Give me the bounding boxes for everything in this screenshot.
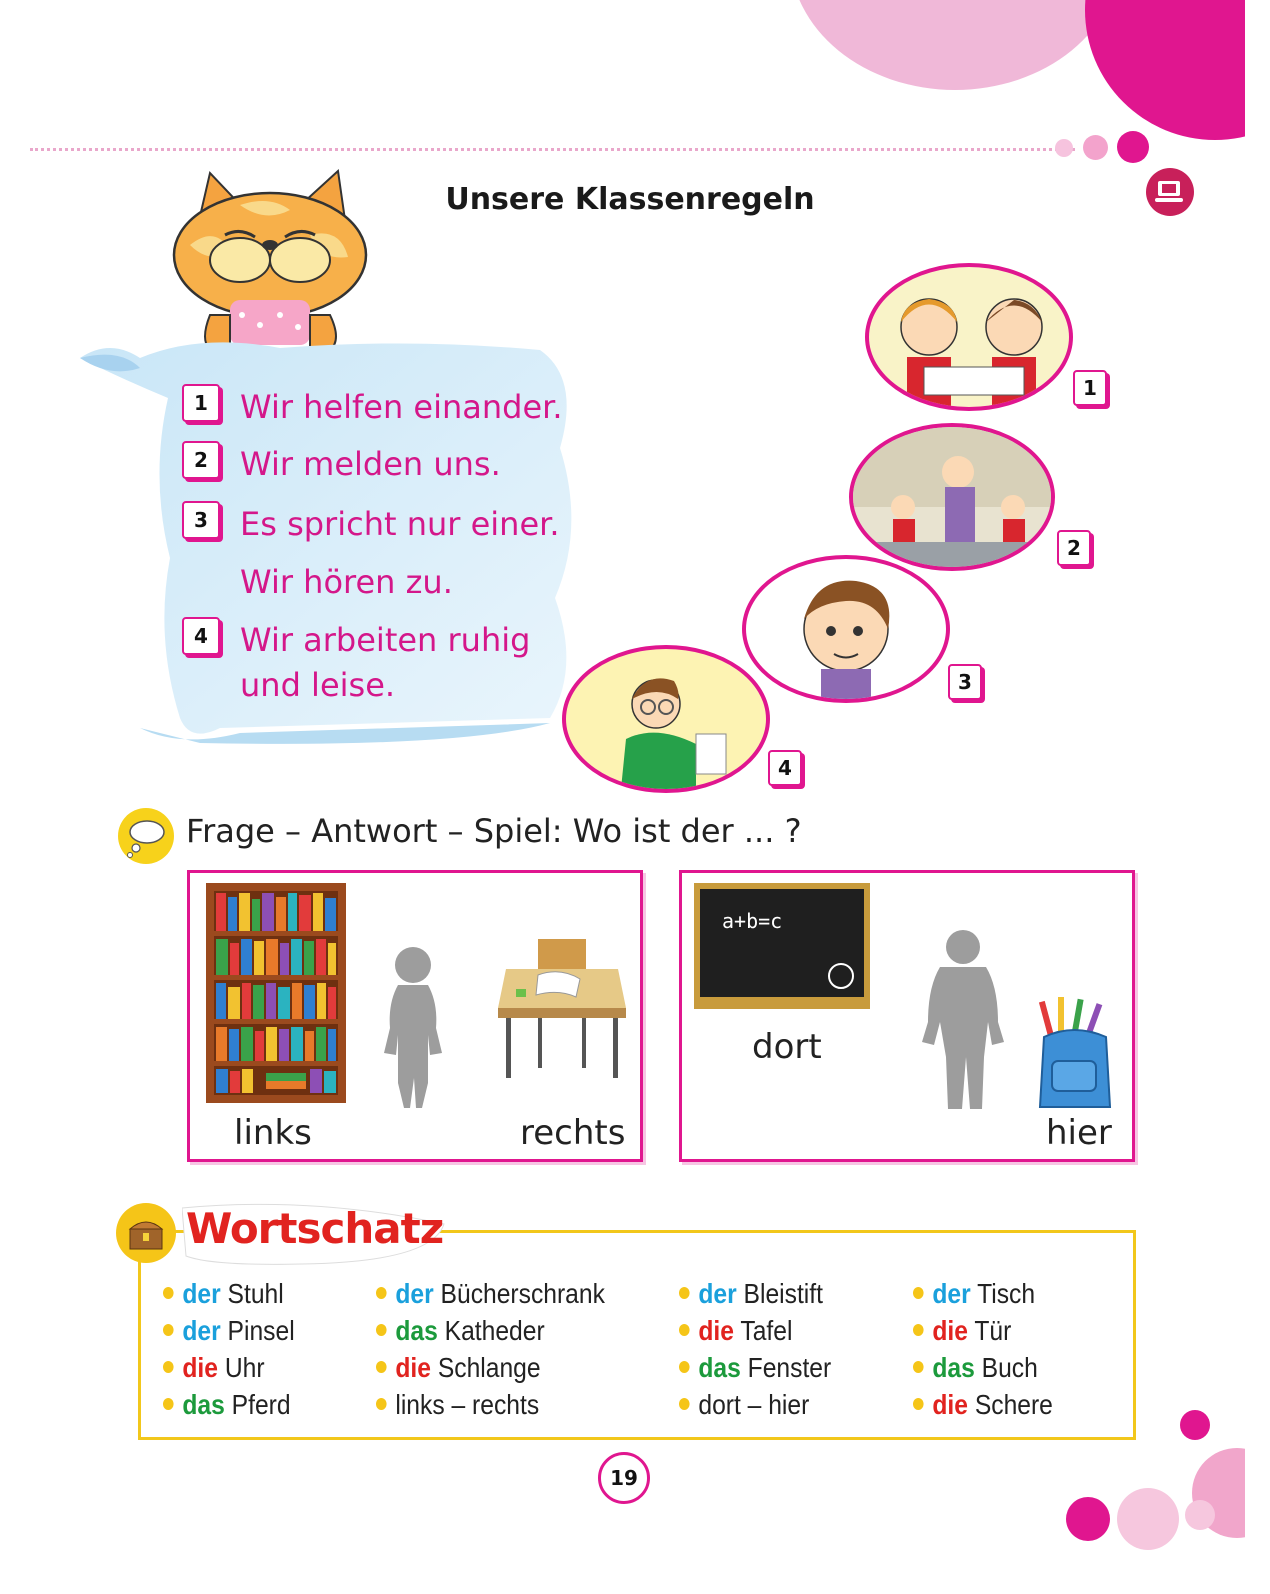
rule-number-3: 3 [182,501,220,539]
blackboard-text: a+b=c [722,909,783,933]
vocab-item: die Schere [913,1389,1053,1421]
picture-number-4: 4 [768,750,802,786]
rule-number-2: 2 [182,441,220,479]
vocab-item: der Pinsel [163,1315,295,1347]
vocab-item: dort – hier [679,1389,809,1421]
decor-blob-pink [790,0,1120,90]
treasure-chest-icon [116,1203,176,1263]
rule-text-4: Wir arbeiten ruhig [240,621,531,659]
page-number: 19 [598,1452,650,1504]
picture-boy-face [742,555,950,703]
vocab-item: das Pferd [163,1389,291,1421]
vocab-item: der Bücherschrank [376,1278,605,1310]
girl-silhouette [378,943,448,1113]
panel-links-rechts [187,870,643,1162]
picture-boy-cutting [562,645,770,793]
rule-number-1: 1 [182,384,220,422]
vocab-item: die Schlange [376,1352,541,1384]
vocab-item: der Bleistift [679,1278,823,1310]
rule-text-3b: Wir hören zu. [240,563,453,601]
backpack-illustration [1034,995,1114,1115]
label-links: links [234,1113,312,1153]
panel-dort-hier [679,870,1135,1162]
vocab-item: der Tisch [913,1278,1035,1310]
vocab-item: das Katheder [376,1315,545,1347]
rule-number-4: 4 [182,617,220,655]
decor-dot [1185,1500,1215,1530]
rule-text-3: Es spricht nur einer. [240,505,560,543]
picture-number-1: 1 [1073,370,1107,406]
decor-blob-magenta [1085,0,1270,140]
thought-bubble-icon [118,808,174,864]
decor-edge [1245,0,1270,160]
decor-dot [1083,135,1108,160]
decor-dot [1180,1410,1210,1440]
rule-text-1: Wir helfen einander. [240,388,563,426]
decor-dot [1066,1497,1110,1541]
vocab-item: links – rechts [376,1389,539,1421]
vocab-item: das Buch [913,1352,1038,1384]
label-rechts: rechts [520,1113,626,1153]
vocab-item: der Stuhl [163,1278,284,1310]
blackboard [694,883,870,1009]
vocab-title: Wortschatz [186,1204,444,1253]
rule-text-2: Wir melden uns. [240,445,501,483]
label-hier: hier [1046,1113,1112,1153]
picture-number-3: 3 [948,664,982,700]
vocab-item: die Tür [913,1315,1011,1347]
screen-icon[interactable] [1146,168,1194,216]
dotted-divider [30,148,1075,151]
decor-edge [1245,1400,1270,1594]
picture-raising-hands [849,423,1055,571]
vocab-item: die Tafel [679,1315,792,1347]
boy-silhouette [918,927,1008,1113]
label-dort: dort [752,1027,822,1067]
game-heading: Frage – Antwort – Spiel: Wo ist der ... ? [186,812,802,850]
rule-text-4b: und leise. [240,666,396,704]
vocab-item: das Fenster [679,1352,831,1384]
picture-helping [865,263,1073,411]
bookshelf-illustration [206,883,346,1103]
vocab-item: die Uhr [163,1352,265,1384]
decor-dot [1117,131,1149,163]
cat-mascot-illustration [170,165,370,355]
page-title: Unsere Klassenregeln [445,182,815,217]
decor-dot [1117,1488,1179,1550]
picture-number-2: 2 [1057,530,1091,566]
decor-dot [1055,139,1073,157]
sun-drawing [828,963,854,989]
desk-illustration [498,933,628,1083]
